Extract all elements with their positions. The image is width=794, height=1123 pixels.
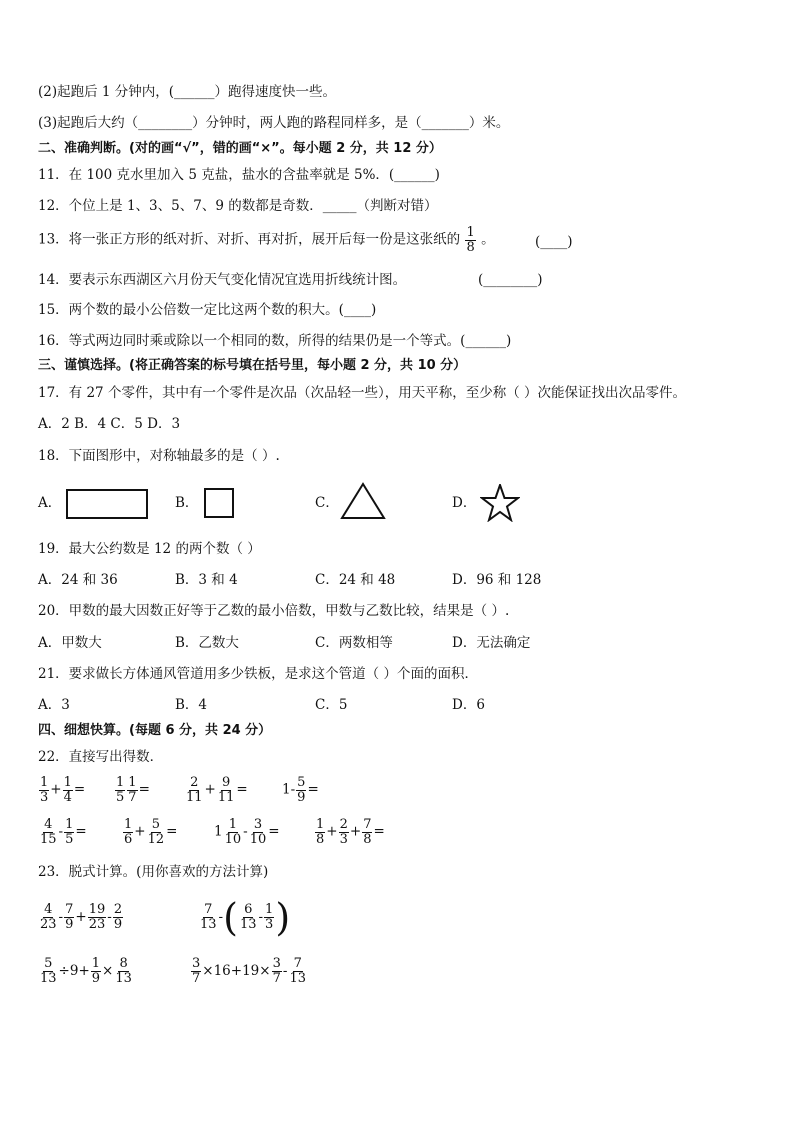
equals-sign: = bbox=[268, 823, 280, 840]
question-13-blank: (____) bbox=[535, 234, 573, 250]
question-20: 20．甲数的最大因数正好等于乙数的最小倍数，甲数与乙数比较，结果是（ ）. bbox=[38, 603, 510, 619]
numerator: 1 bbox=[65, 817, 74, 832]
fraction bbox=[185, 776, 204, 804]
fraction bbox=[115, 776, 125, 804]
numerator: 3 bbox=[253, 817, 263, 832]
denominator: 13 bbox=[115, 971, 132, 986]
option-b-label: B． bbox=[175, 495, 199, 511]
fraction bbox=[264, 903, 274, 931]
q19-option-d: D．96 和 128 bbox=[452, 572, 542, 588]
denominator: 13 bbox=[40, 971, 57, 986]
times-sign: × bbox=[202, 963, 214, 979]
plus-sign: + bbox=[204, 781, 216, 798]
numerator: 5 bbox=[297, 775, 306, 790]
fraction bbox=[465, 226, 475, 254]
integer: 9 bbox=[69, 963, 79, 979]
denominator: 10 bbox=[224, 831, 242, 847]
denominator: 23 bbox=[88, 917, 106, 932]
integer: 1 bbox=[214, 823, 223, 840]
equals-sign: = bbox=[73, 781, 86, 798]
expr-22-2 bbox=[114, 776, 150, 804]
denominator: 3 bbox=[339, 831, 348, 847]
expr-22-4 bbox=[282, 776, 319, 804]
question-19: 19．最大公约数是 12 的两个数（ ） bbox=[38, 541, 261, 557]
minus-sign: - bbox=[290, 781, 296, 798]
fraction bbox=[114, 957, 133, 985]
fraction bbox=[123, 818, 133, 846]
numerator: 19 bbox=[88, 902, 106, 918]
q20-option-d: D．无法确定 bbox=[452, 635, 531, 651]
q19-option-b: B．3 和 4 bbox=[175, 572, 238, 588]
denominator: 3 bbox=[265, 917, 274, 932]
denominator: 9 bbox=[91, 971, 101, 986]
integer: 16 bbox=[213, 963, 231, 979]
equals-sign: = bbox=[373, 823, 385, 840]
numerator: 4 bbox=[44, 817, 53, 832]
equals-sign: = bbox=[307, 781, 319, 798]
triangle-shape bbox=[340, 482, 386, 520]
left-paren: ( bbox=[223, 895, 238, 940]
numerator: 5 bbox=[151, 817, 160, 832]
denominator: 3 bbox=[40, 789, 49, 805]
fraction bbox=[272, 957, 282, 985]
option-a-label: A． bbox=[38, 495, 62, 511]
numerator: 8 bbox=[119, 956, 128, 972]
question-13 bbox=[38, 226, 495, 254]
denominator: 9 bbox=[65, 917, 74, 932]
fraction bbox=[39, 818, 58, 846]
q20-option-b: B．乙数大 bbox=[175, 635, 239, 651]
question-14: 14．要表示东西湖区六月份天气变化情况宜选用折线统计图。 bbox=[38, 272, 407, 288]
minus-sign: - bbox=[258, 909, 264, 925]
denominator: 8 bbox=[316, 831, 325, 847]
numerator: 4 bbox=[44, 902, 53, 918]
numerator: 1 bbox=[265, 902, 274, 918]
equals-sign: = bbox=[236, 781, 248, 798]
fraction bbox=[88, 903, 107, 931]
numerator: 3 bbox=[192, 956, 201, 972]
question-17-options: A．2 B．4 C．5 D．3 bbox=[38, 416, 181, 432]
fraction bbox=[315, 818, 325, 846]
denominator: 5 bbox=[65, 831, 74, 847]
denominator: 11 bbox=[217, 789, 235, 805]
equals-sign: = bbox=[138, 781, 150, 798]
fraction bbox=[288, 957, 307, 985]
expr-23-1 bbox=[38, 898, 124, 936]
q20-option-a: A．甲数大 bbox=[38, 635, 102, 651]
numerator: 1 bbox=[40, 775, 49, 790]
numerator: 1 bbox=[228, 817, 237, 832]
plus-sign: + bbox=[230, 963, 243, 979]
plus-sign: + bbox=[134, 823, 146, 840]
fraction bbox=[39, 903, 58, 931]
expr-23-2 bbox=[198, 895, 291, 940]
expr-23-3 bbox=[38, 952, 134, 990]
question-23: 23．脱式计算。(用你喜欢的方法计算) bbox=[38, 864, 269, 880]
section-2-heading: 二、准确判断。(对的画“√”，错的画“×”。每小题 2 分，共 12 分） bbox=[38, 141, 442, 156]
expr-22-6 bbox=[122, 818, 177, 846]
fraction bbox=[64, 818, 74, 846]
fraction bbox=[339, 818, 349, 846]
fraction bbox=[249, 818, 268, 846]
numerator: 7 bbox=[363, 817, 372, 832]
denominator: 4 bbox=[63, 789, 72, 805]
question-18: 18．下面图形中，对称轴最多的是（ ）. bbox=[38, 448, 280, 464]
minus-sign: - bbox=[58, 823, 64, 840]
question-21: 21．要求做长方体通风管道用多少铁板，是求这个管道（ ）个面的面积． bbox=[38, 666, 478, 682]
numerator: 9 bbox=[221, 775, 231, 790]
expr-22-7 bbox=[214, 818, 280, 846]
expr-23-4 bbox=[190, 952, 308, 990]
equals-sign: = bbox=[166, 823, 178, 840]
numerator: 5 bbox=[44, 956, 53, 972]
times-sign: × bbox=[102, 963, 114, 979]
denominator: 7 bbox=[272, 971, 281, 986]
denominator: 10 bbox=[249, 831, 267, 847]
expr-22-5 bbox=[38, 818, 87, 846]
plus-sign: + bbox=[78, 963, 90, 979]
fraction bbox=[199, 903, 218, 931]
section-3-heading: 三、谨慎选择。(将正确答案的标号填在括号里，每小题 2 分，共 10 分） bbox=[38, 358, 467, 373]
right-paren: ) bbox=[275, 895, 291, 940]
question-2-2: (2)起跑后 1 分钟内，(______）跑得速度快一些。 bbox=[38, 84, 337, 100]
fraction bbox=[91, 957, 101, 985]
times-sign: × bbox=[259, 963, 271, 979]
minus-sign: - bbox=[58, 909, 64, 925]
q21-option-d: D．6 bbox=[452, 697, 485, 713]
denominator: 9 bbox=[297, 789, 306, 805]
minus-sign: - bbox=[243, 823, 248, 840]
minus-sign: - bbox=[282, 963, 288, 979]
fraction bbox=[127, 776, 137, 804]
rectangle-shape bbox=[66, 489, 148, 519]
equals-sign: = bbox=[75, 823, 87, 840]
fraction bbox=[63, 776, 73, 804]
question-2-3: (3)起跑后大约（________）分钟时，两人跑的路程同样多，是（_______）米。 bbox=[38, 115, 510, 131]
expr-22-1 bbox=[38, 776, 85, 804]
question-12: 12．个位上是 1、3、5、7、9 的数都是奇数．_____（判断对错） bbox=[38, 198, 438, 214]
denominator: 9 bbox=[113, 917, 123, 932]
denominator: 23 bbox=[40, 917, 57, 932]
question-13-text: 13．将一张正方形的纸对折、对折、再对折，展开后每一份是这张纸的 bbox=[38, 231, 461, 248]
fraction bbox=[113, 903, 123, 931]
option-c-label: C． bbox=[315, 495, 339, 511]
q21-option-b: B．4 bbox=[175, 697, 208, 713]
numerator: 1 bbox=[124, 817, 133, 832]
numerator: 1 bbox=[63, 775, 72, 790]
fraction bbox=[191, 957, 201, 985]
numerator: 7 bbox=[293, 956, 302, 972]
plus-sign: + bbox=[349, 823, 362, 840]
option-d-label: D． bbox=[452, 495, 477, 511]
integer: 1 bbox=[282, 781, 291, 798]
question-14-blank: (________) bbox=[478, 272, 543, 288]
question-22: 22．直接写出得数． bbox=[38, 749, 164, 765]
section-4-heading: 四、细想快算。(每题 6 分，共 24 分） bbox=[38, 723, 272, 738]
denominator: 8 bbox=[363, 831, 372, 847]
plus-sign: + bbox=[75, 909, 87, 925]
minus-sign: - bbox=[218, 909, 224, 925]
fraction bbox=[217, 776, 236, 804]
expr-22-3 bbox=[184, 776, 248, 804]
fraction bbox=[147, 818, 166, 846]
fraction bbox=[224, 818, 243, 846]
numerator: 7 bbox=[204, 902, 213, 918]
fraction bbox=[39, 776, 49, 804]
numerator: 7 bbox=[65, 902, 74, 918]
denominator: 11 bbox=[186, 789, 203, 805]
numerator: 3 bbox=[272, 956, 281, 972]
q20-option-c: C．两数相等 bbox=[315, 635, 393, 651]
fraction bbox=[64, 903, 74, 931]
denominator: 13 bbox=[239, 917, 257, 932]
numerator: 1 bbox=[466, 225, 475, 240]
denominator: 13 bbox=[200, 917, 217, 932]
numerator: 1 bbox=[128, 775, 137, 790]
denominator: 7 bbox=[128, 789, 137, 805]
denominator: 7 bbox=[192, 971, 201, 986]
square-shape bbox=[204, 488, 234, 518]
q21-option-c: C．5 bbox=[315, 697, 348, 713]
integer: 19 bbox=[242, 963, 260, 979]
numerator: 6 bbox=[244, 902, 253, 918]
q19-option-a: A．24 和 36 bbox=[38, 572, 118, 588]
question-15: 15．两个数的最小公倍数一定比这两个数的积大。(____) bbox=[38, 302, 377, 318]
numerator: 2 bbox=[113, 902, 123, 918]
minus-sign: - bbox=[107, 909, 112, 925]
numerator: 1 bbox=[116, 775, 125, 790]
denominator: 8 bbox=[466, 239, 475, 255]
question-16: 16．等式两边同时乘或除以一个相同的数，所得的结果仍是一个等式。(______) bbox=[38, 333, 512, 349]
plus-sign: + bbox=[326, 823, 338, 840]
numerator: 1 bbox=[316, 817, 325, 832]
numerator: 1 bbox=[91, 956, 101, 972]
numerator: 2 bbox=[339, 817, 348, 832]
question-13-tail: 。 bbox=[481, 231, 495, 248]
plus-sign: + bbox=[50, 781, 62, 798]
denominator: 13 bbox=[289, 971, 306, 986]
fraction bbox=[39, 957, 58, 985]
numerator: 2 bbox=[190, 775, 199, 790]
fraction bbox=[296, 776, 306, 804]
fraction bbox=[362, 818, 372, 846]
q21-option-a: A．3 bbox=[38, 697, 70, 713]
denominator: 12 bbox=[147, 831, 165, 847]
fraction bbox=[239, 903, 258, 931]
question-17: 17．有 27 个零件，其中有一个零件是次品（次品轻一些），用天平称，至少称（ ）次能保证找出次品零件。 bbox=[38, 385, 686, 401]
star-shape bbox=[480, 484, 520, 522]
denominator: 5 bbox=[116, 789, 125, 805]
q19-option-c: C．24 和 48 bbox=[315, 572, 396, 588]
denominator: 15 bbox=[40, 831, 57, 847]
expr-22-8 bbox=[314, 818, 385, 846]
divide-sign: ÷ bbox=[58, 963, 70, 979]
question-11: 11．在 100 克水里加入 5 克盐，盐水的含盐率就是 5%．(______) bbox=[38, 167, 440, 183]
denominator: 6 bbox=[124, 831, 133, 847]
